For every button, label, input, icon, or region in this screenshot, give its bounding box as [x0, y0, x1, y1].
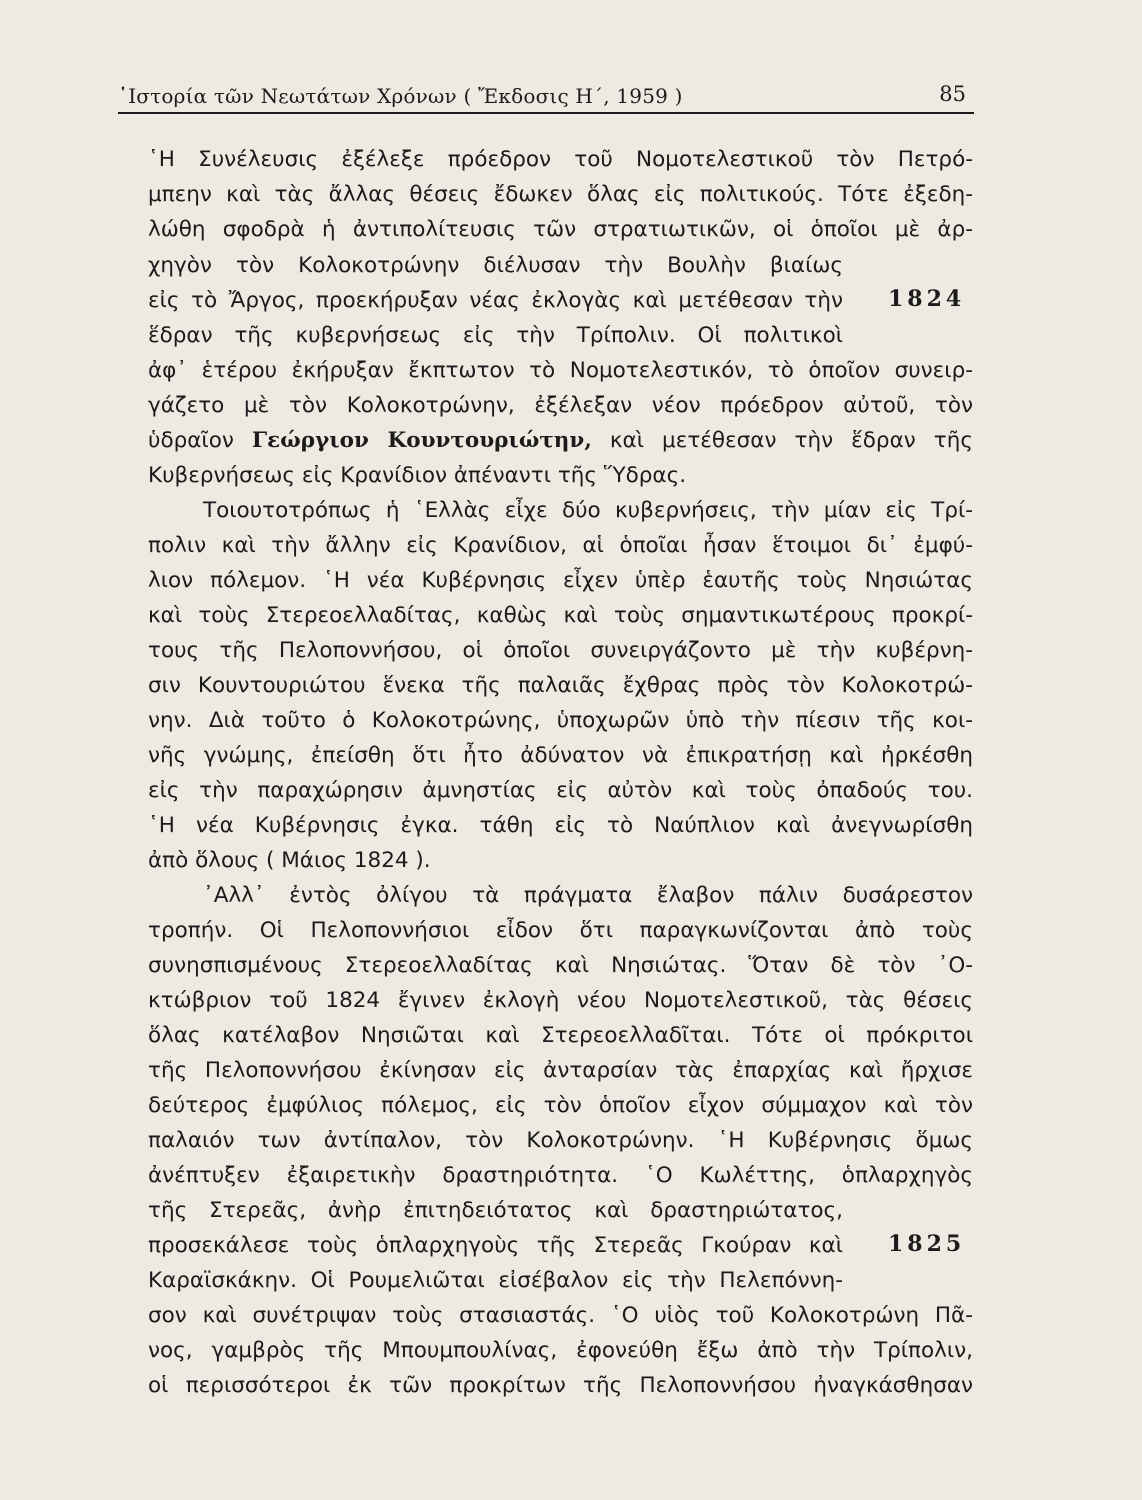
text-line: τροπήν. Οἱ Πελοποννήσιοι εἶδον ὅτι παραγκωνίζονται ἀπὸ τοὺς — [148, 918, 973, 943]
text-line: ῾Η νέα Κυβέρνησις ἐγκα. τάθη εἰς τὸ Ναύπλιον καὶ ἀνεγνωρίσθη — [148, 813, 973, 838]
margin-year-1825: 1825 — [888, 1231, 966, 1257]
text-line: τῆς Πελοποννήσου ἐκίνησαν εἰς ἀνταρσίαν τὰς ἐπαρχίας καὶ ἤρχισε — [148, 1058, 973, 1083]
margin-year-1824: 1824 — [888, 286, 966, 312]
text-line: νος, γαμβρὸς τῆς Μπουμπουλίνας, ἐφονεύθη ἔξω ἀπὸ τὴν Τρίπολιν, — [148, 1338, 973, 1363]
text-line: προσεκάλεσε τοὺς ὁπλαρχηγοὺς τῆς Στερεᾶς Γκούραν καὶ — [148, 1233, 843, 1258]
text-line: εἰς τὸ Ἄργος, προεκήρυξαν νέας ἐκλογὰς καὶ μετέθεσαν τὴν — [148, 288, 843, 313]
paragraph-start-line: ᾿Αλλ᾿ ἐντὸς ὀλίγου τὰ πράγματα ἔλαβον πάλιν δυσάρεστον — [203, 883, 973, 908]
text-line: ἕδραν τῆς κυβερνήσεως εἰς τὴν Τρίπολιν. Οἱ πολιτικοὶ — [148, 323, 843, 348]
page-number: 85 — [939, 82, 966, 106]
text-line: σον καὶ συνέτριψαν τοὺς στασιαστάς. ῾Ο υἱὸς τοῦ Κολοκοτρώνη Πᾶ- — [148, 1303, 973, 1328]
header-title: ῾Ιστορία τῶν Νεωτάτων Χρόνων ( Ἔκδοσις Η΄, 1959 ) — [118, 84, 683, 108]
text-line: ἀπὸ ὅλους ( Μάιος 1824 ). — [148, 848, 431, 873]
text-line: γάζετο μὲ τὸν Κολοκοτρώνην, ἐξέλεξαν νέον πρόεδρον αὐτοῦ, τὸν — [148, 393, 973, 418]
text-line: τους τῆς Πελοποννήσου, οἱ ὁποῖοι συνειργάζοντο μὲ τὴν κυβέρνη- — [148, 638, 973, 663]
text-fragment: καὶ μετέθεσαν τὴν ἕδραν τῆς — [609, 428, 973, 453]
running-header — [118, 84, 974, 114]
text-line: κτώβριον τοῦ 1824 ἔγινεν ἐκλογὴ νέου Νομοτελεστικοῦ, τὰς θέσεις — [148, 988, 973, 1013]
text-line: οἱ περισσότεροι ἐκ τῶν προκρίτων τῆς Πελοποννήσου ἠναγκάσθησαν — [148, 1373, 973, 1398]
bold-person-name: Γεώργιον Κουντουριώτην, — [251, 428, 592, 453]
text-line: ἀνέπτυξεν ἐξαιρετικὴν δραστηριότητα. ῾Ο Κωλέττης, ὁπλαρχηγὸς — [148, 1163, 973, 1188]
text-line: παλαιόν των ἀντίπαλον, τὸν Κολοκοτρώνην. ῾Η Κυβέρνησις ὅμως — [148, 1128, 973, 1153]
paragraph-start-line: Τοιουτοτρόπως ἡ ῾Ελλὰς εἶχε δύο κυβερνήσεις, τὴν μίαν εἰς Τρί- — [203, 498, 973, 523]
text-line: ἀφ᾿ ἑτέρου ἐκήρυξαν ἔκπτωτον τὸ Νομοτελεστικόν, τὸ ὁποῖον συνειρ- — [148, 358, 973, 383]
text-line: νῆς γνώμης, ἐπείσθη ὅτι ἦτο ἀδύνατον νὰ ἐπικρατήσῃ καὶ ἠρκέσθη — [148, 743, 973, 768]
text-fragment: ὑδραῖον — [148, 428, 234, 453]
text-line: λώθη σφοδρὰ ἡ ἀντιπολίτευσις τῶν στρατιωτικῶν, οἱ ὁποῖοι μὲ ἀρ- — [148, 217, 973, 242]
text-line: εἰς τὴν παραχώρησιν ἀμνηστίας εἰς αὐτὸν καὶ τοὺς ὀπαδούς του. — [148, 778, 973, 803]
text-line: σιν Κουντουριώτου ἕνεκα τῆς παλαιᾶς ἔχθρας πρὸς τὸν Κολοκοτρώ- — [148, 673, 973, 698]
text-line: πολιν καὶ τὴν ἄλλην εἰς Κρανίδιον, αἱ ὁποῖαι ἦσαν ἕτοιμοι δι᾿ ἐμφύ- — [148, 533, 973, 558]
text-line: χηγὸν τὸν Κολοκοτρώνην διέλυσαν τὴν Βουλὴν βιαίως — [148, 253, 843, 278]
text-line: καὶ τοὺς Στερεοελλαδίτας, καθὼς καὶ τοὺς σημαντικωτέρους προκρί- — [148, 603, 973, 628]
text-line: δεύτερος ἐμφύλιος πόλεμος, εἰς τὸν ὁποῖον εἶχον σύμμαχον καὶ τὸν — [148, 1093, 973, 1118]
text-line: λιον πόλεμον. ῾Η νέα Κυβέρνησις εἶχεν ὑπὲρ ἑαυτῆς τοὺς Νησιώτας — [148, 568, 973, 593]
text-line: Καραϊσκάκην. Οἱ Ρουμελιῶται εἰσέβαλον εἰς τὴν Πελεπόννη- — [148, 1268, 843, 1293]
text-line: ῾Η Συνέλευσις ἐξέλεξε πρόεδρον τοῦ Νομοτελεστικοῦ τὸν Πετρό- — [148, 147, 973, 172]
text-line: συνησπισμένους Στερεοελλαδίτας καὶ Νησιώτας. Ὅταν δὲ τὸν ᾿Ο- — [148, 953, 973, 978]
text-line: μπεην καὶ τὰς ἄλλας θέσεις ἔδωκεν ὅλας εἰς πολιτικούς. Τότε ἐξεδη- — [148, 182, 973, 207]
text-line: νην. Διὰ τοῦτο ὁ Κολοκοτρώνης, ὑποχωρῶν ὑπὸ τὴν πίεσιν τῆς κοι- — [148, 708, 973, 733]
text-line: Κυβερνήσεως εἰς Κρανίδιον ἀπέναντι τῆς Ὕδρας. — [148, 463, 687, 488]
text-line: τῆς Στερεᾶς, ἀνὴρ ἐπιτηδειότατος καὶ δραστηριώτατος, — [148, 1198, 843, 1223]
text-line-with-bold-name — [148, 426, 973, 456]
text-line: ὅλας κατέλαβον Νησιῶται καὶ Στερεοελλαδῖται. Τότε οἱ πρόκριτοι — [148, 1023, 973, 1048]
